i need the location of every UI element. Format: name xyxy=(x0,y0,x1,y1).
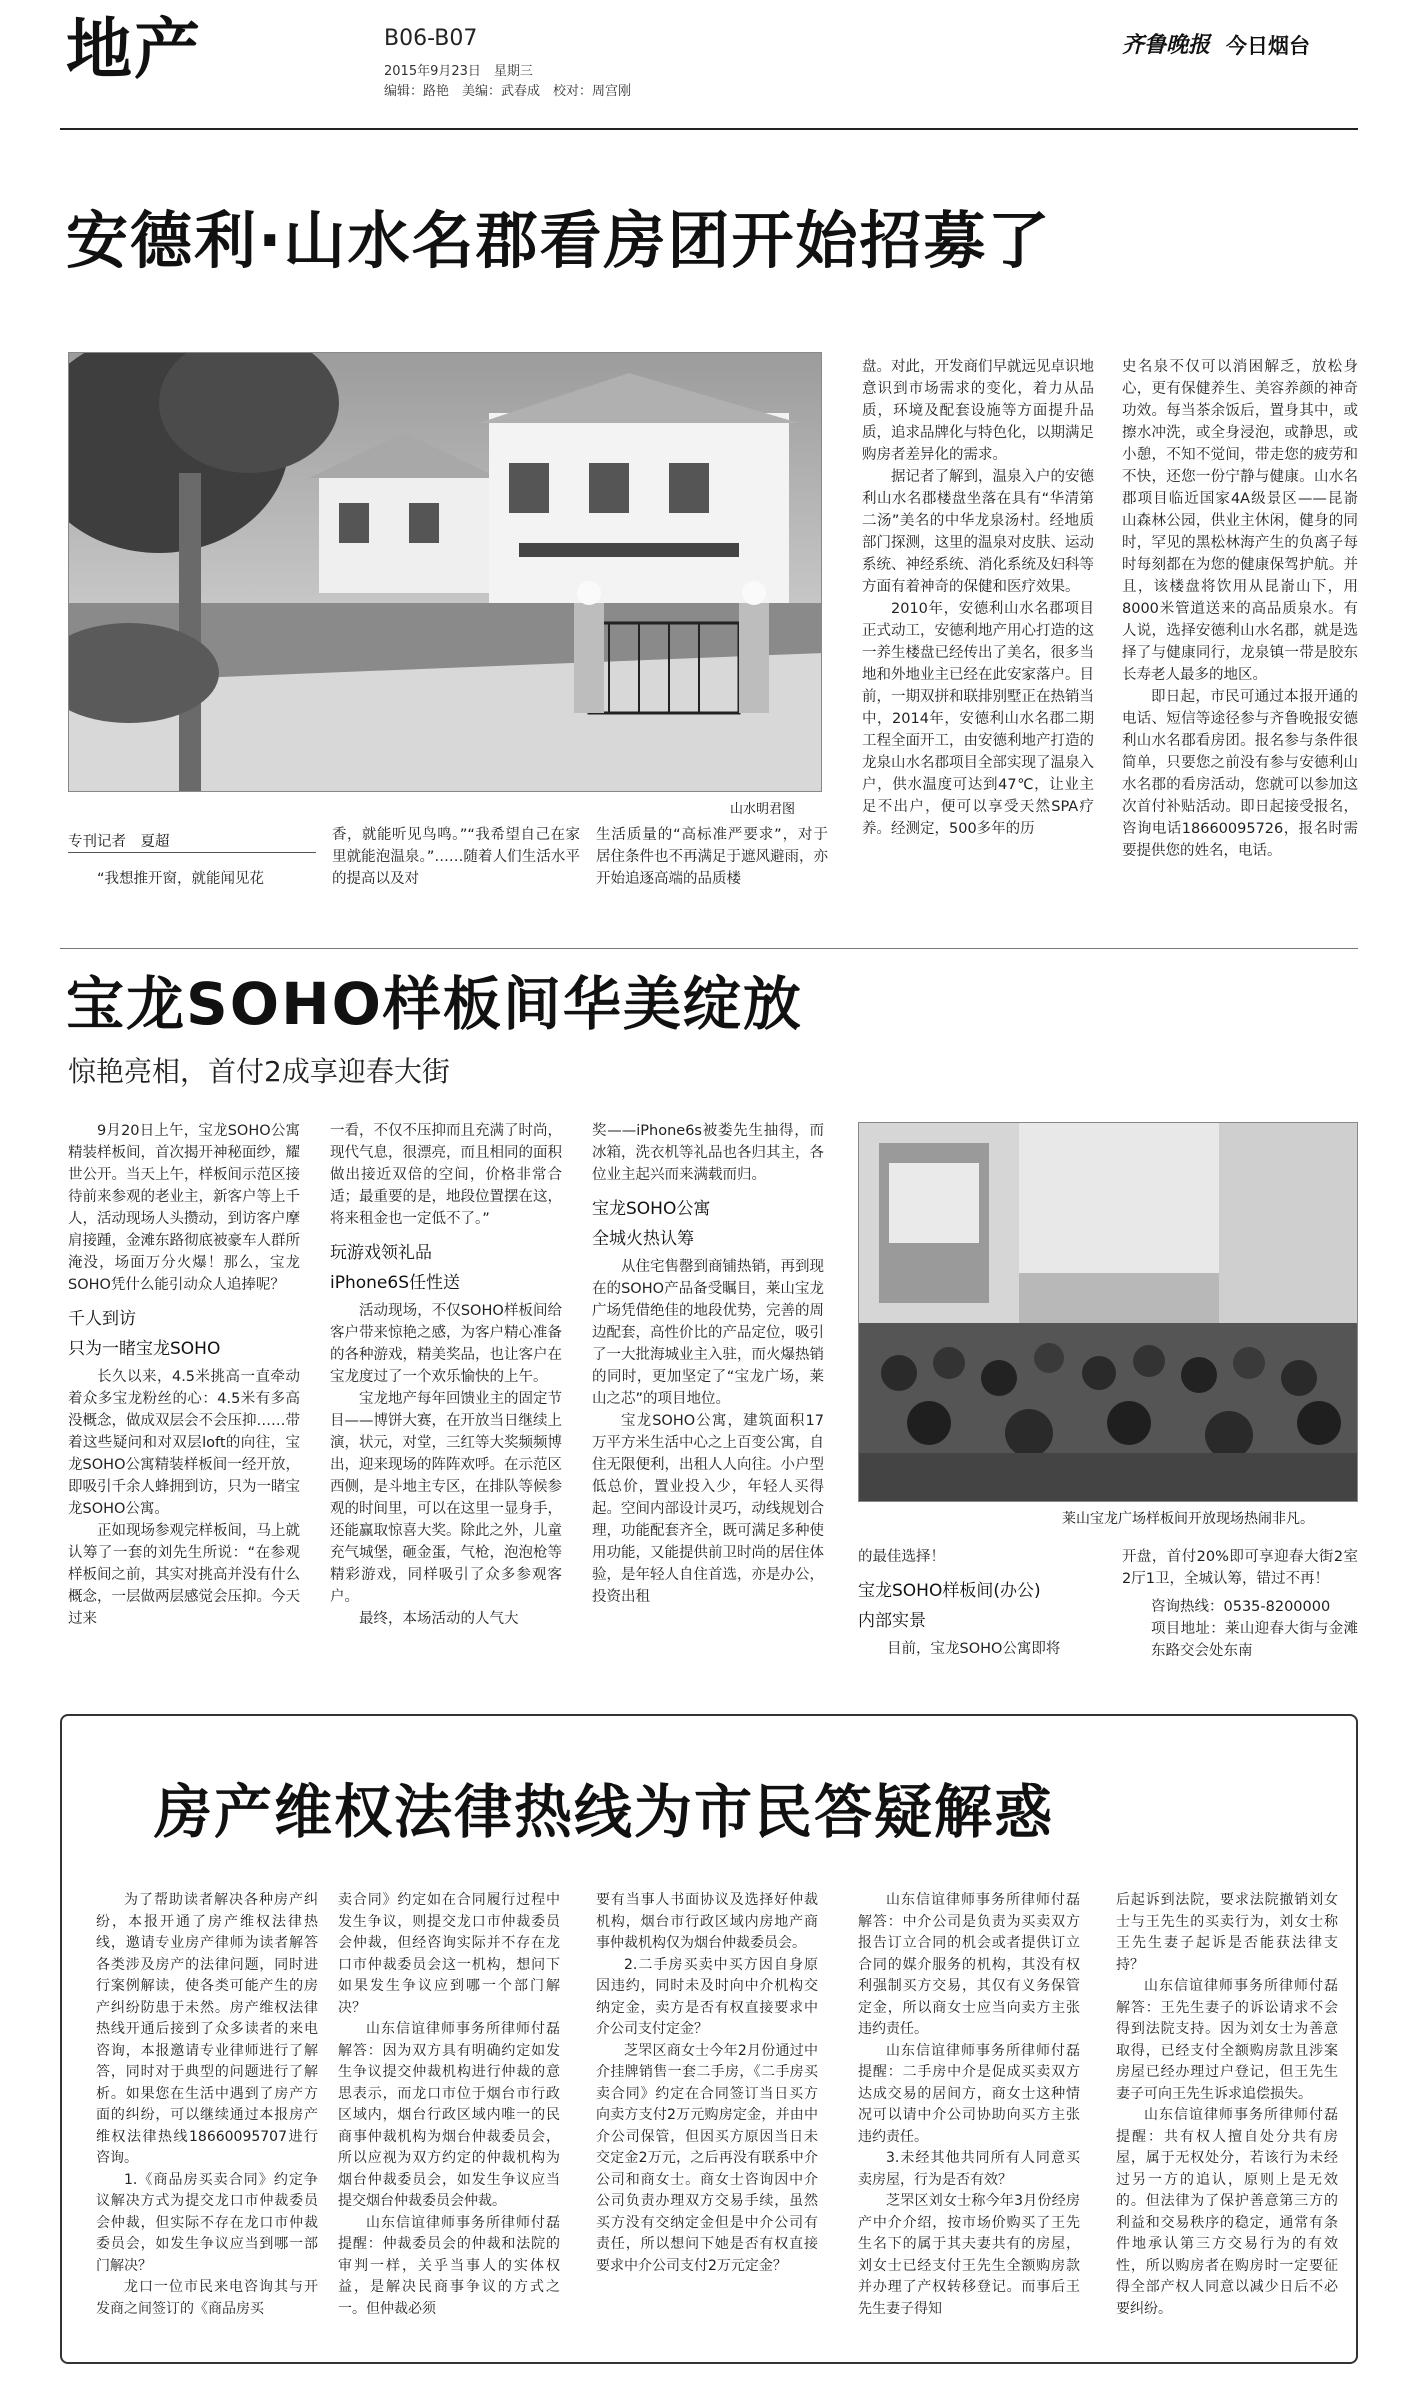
soho-hotline: 咨询热线：0535-8200000 xyxy=(1151,1599,1331,1615)
villa-photo-credit: 山水明君图 xyxy=(730,802,796,817)
article2-col2-h2: iPhone6S任性送 xyxy=(330,1273,460,1293)
article3-col2-p3: 山东信谊律师事务所律师付磊提醒：仲裁委员会的仲裁和法院的审判一样，关乎当事人的实体权益，是解决民商事争议的方式之一。但仲裁必须 xyxy=(338,2214,560,2317)
article3-col1-p2: 1.《商品房买卖合同》约定争议解决方式为提交龙口市仲裁委员会仲裁，但实际不存在龙口市仲裁委员会，如发生争议应当到哪一部门解决？ xyxy=(96,2171,318,2274)
article3-col1-p3: 龙口一位市民来电咨询其与开发商之间签订的《商品房买 xyxy=(96,2279,318,2317)
article3-col3-p1: 要有当事人书面协议及选择好仲裁机构，烟台市行政区域内房地产商事仲裁机构仅为烟台仲裁委员会。 xyxy=(596,1892,818,1951)
article2-col2-p3: 宝龙地产每年回馈业主的固定节目——博饼大赛，在开放当日继续上演，状元，对堂，三红等大奖频频博出，迎来现场的阵阵欢呼。在示范区西侧，是斗地主专区，在排队等候参观的时间里，可以在这里一显身手，还能赢取惊喜大奖。除此之外，儿童充气城堡，砸金蛋，气枪，泡泡枪等精彩游戏，同样吸引了众多参观客户。 xyxy=(330,1391,562,1605)
article1-col4-p3: 2010年，安德利山水名郡项目正式动工，安德利地产用心打造的这一养生楼盘已经传出了美名，很多当地和外地业主已经在此安家落户。目前，一期双拼和联排别墅正在热销当中，2014年，安德利山水名郡二期工程全面开工，由安德利地产打造的龙泉山水名郡项目全部实现了温泉入户，供水温度可达到47℃，让业主足不出户，便可以享受天然SPA疗养。经测定，500多年的历 xyxy=(862,601,1094,837)
section-title: 地产 xyxy=(66,11,202,88)
section-divider-1 xyxy=(60,948,1358,949)
publication-date: 2015年9月23日 星期三 xyxy=(384,64,533,79)
soho-event-photo xyxy=(858,1122,1358,1502)
article3-column-1 xyxy=(96,1890,318,2350)
article2-col4-p1: 的最佳选择！ xyxy=(858,1549,945,1565)
article3-column-3 xyxy=(596,1890,818,2350)
article3-column-5 xyxy=(1116,1890,1338,2350)
article1-column-1 xyxy=(68,868,316,938)
article2-col1-h1: 千人到访 xyxy=(68,1309,136,1329)
article2-col1-h2: 只为一睹宝龙SOHO xyxy=(68,1339,221,1359)
article3-col5-p3: 山东信谊律师事务所律师付磊提醒：共有权人擅自处分共有房屋，属于无权处分，若该行为未经过另一方的追认，原则上是无效的。但法律为了保护善意第三方的利益和交易秩序的稳定，通常有条件地承认第三方交易行为的有效性，所以购房者在购房时一定要征得全部产权人同意以减少日后不必要纠纷。 xyxy=(1116,2107,1338,2317)
article2-column-1 xyxy=(68,1120,300,1680)
article1-col4-p2: 据记者了解到，温泉入户的安德利山水名郡楼盘坐落在具有“华清第二汤”美名的中华龙泉汤村。经地质部门探测，这里的温泉对皮肤、运动系统、神经系统、消化系统及妇科等方面有着神奇的保健和医疗效果。 xyxy=(862,469,1094,595)
article2-col2-p2: 活动现场，不仅SOHO样板间给客户带来惊艳之感，为客户精心准备的各种游戏，精美奖品，也让客户在宝龙度过了一个欢乐愉快的上午。 xyxy=(330,1303,562,1385)
article2-column-4 xyxy=(858,1546,1090,1686)
byline-rule xyxy=(68,852,316,853)
article2-col1-p3: 正如现场参观完样板间，马上就认筹了一套的刘先生所说：“在参观样板间之前，其实对挑高并没有什么概念，一层做两层感觉会压抑。今天过来 xyxy=(68,1523,300,1627)
edition-name: 今日烟台 xyxy=(1226,34,1310,58)
article2-col3-h2: 全城火热认筹 xyxy=(592,1229,694,1249)
article3-col4-p2: 山东信谊律师事务所律师付磊提醒：二手房中介是促成买卖双方达成交易的居间方，商女士这种情况可以请中介公司协助向买方主张违约责任。 xyxy=(858,2042,1080,2145)
article2-column-3 xyxy=(592,1120,824,1680)
article2-col4-h2: 内部实景 xyxy=(858,1611,926,1631)
article2-col3-h1: 宝龙SOHO公寓 xyxy=(592,1199,711,1219)
article1-column-2 xyxy=(332,824,580,934)
article3-col3-p2: 2.二手房买卖中买方因自身原因违约，同时未及时向中介机构交纳定金，卖方是否有权直接要求中介公司支付定金？ xyxy=(596,1956,818,2037)
article1-col3-text: 生活质量的“高标准严要求”，对于居住条件也不再满足于遮风避雨，亦开始追逐高端的品质楼 xyxy=(596,827,828,887)
article2-col4-h1: 宝龙SOHO样板间(办公) xyxy=(858,1581,1041,1601)
article1-col1-text: “我想推开窗，就能闻见花 xyxy=(97,871,265,887)
article2-col2-p4: 最终，本场活动的人气大 xyxy=(359,1611,519,1627)
article2-col5-p1: 开盘，首付20%即可享迎春大街2室2厅1卫，全城认筹，错过不再！ xyxy=(1122,1549,1358,1587)
article1-column-3 xyxy=(596,824,828,934)
article2-headline: 宝龙SOHO样板间华美绽放 xyxy=(66,970,803,1038)
article3-col5-p2: 山东信谊律师事务所律师付磊解答：王先生妻子的诉讼请求不会得到法院支持。因为刘女士为善意取得，已经支付全额购房款且涉案房屋已经办理过户登记，但王先生妻子可向王先生诉求追偿损失。 xyxy=(1116,1978,1338,2102)
article2-column-5 xyxy=(1122,1546,1358,1686)
article2-subhead: 惊艳亮相，首付2成享迎春大街 xyxy=(68,1055,450,1088)
article2-col2-p1: 一看，不仅不压抑而且充满了时尚，现代气息，很漂亮，而且相同的面积做出接近双倍的空间，价格非常合适；最重要的是，地段位置摆在这，将来租金也一定低不了。” xyxy=(330,1123,562,1227)
masthead-rule xyxy=(60,128,1358,130)
article3-col2-p2: 山东信谊律师事务所律师付磊解答：因为双方具有明确约定如发生争议提交仲裁机构进行仲裁的意思表示，而龙口市位于烟台市行政区域内，烟台行政区域内唯一的民商事仲裁机构为烟台仲裁委员会，所以应视为双方约定的仲裁机构为烟台仲裁委员会，如发生争议应当提交烟台仲裁委员会仲裁。 xyxy=(338,2021,560,2209)
page-range: B06-B07 xyxy=(384,26,478,51)
article3-headline: 房产维权法律热线为市民答疑解惑 xyxy=(154,1778,1055,1846)
soho-photo-caption: 莱山宝龙广场样板间开放现场热闹非凡。 xyxy=(1062,1511,1314,1527)
article3-col4-p1: 山东信谊律师事务所律师付磊解答：中介公司是负责为买卖双方报告订立合同的机会或者提供订立合同的媒介服务的机构，其没有权利强制买方交易，其仅有义务保管定金，所以商女士应当向卖方主张违约责任。 xyxy=(858,1892,1080,2037)
article3-col4-p3: 3.未经其他共同所有人同意买卖房屋，行为是否有效？ xyxy=(858,2150,1080,2188)
article1-col5-p1: 史名泉不仅可以消困解乏，放松身心，更有保健养生、美容养颜的神奇功效。每当茶余饭后，置身其中，或擦水冲洗，或全身浸泡，或静思，或小憩，不知不觉间，带走您的疲劳和不快，还您一份宁静与健康。山水名郡项目临近国家4A级景区——昆嵛山森林公园，供业主休闲，健身的同时，罕见的黑松林海产生的负离子每时每刻都在为您的健康保驾护航。并且，该楼盘将饮用从昆嵛山下，用8000米管道送来的高品质泉水。有人说，选择安德利山水名郡，就是选择了与健康同行，龙泉镇一带是胶东长寿老人最多的地区。 xyxy=(1122,359,1358,683)
editor-credits: 编辑：路艳 美编：武春成 校对：周宫刚 xyxy=(384,84,632,99)
villa-photo xyxy=(68,352,822,792)
article2-col1-p2: 长久以来，4.5米挑高一直牵动着众多宝龙粉丝的心：4.5米有多高没概念，做成双层会不会压抑……带着这些疑问和对双层loft的向往，宝龙SOHO公寓精装样板间一经开放，即吸引千余人蜂拥到访，只为一睹宝龙SOHO公寓。 xyxy=(68,1369,300,1517)
article2-col1-p1: 9月20日上午，宝龙SOHO公寓精装样板间，首次揭开神秘面纱，耀世公开。当天上午，样板间示范区接待前来参观的老业主，新客户等上千人，活动现场人头攒动，到访客户摩肩接踵，金滩东路彻底被豪车人群所淹没，场面万分火爆！那么，宝龙SOHO凭什么能引动众人追捧呢？ xyxy=(68,1123,300,1293)
article1-byline: 专刊记者 夏超 xyxy=(68,834,170,850)
article1-col2-text: 香，就能听见鸟鸣。”“我希望自己在家里就能泡温泉。”……随着人们生活水平的提高以及对 xyxy=(332,827,580,887)
article2-col2-h1: 玩游戏领礼品 xyxy=(330,1243,432,1263)
article3-column-4 xyxy=(858,1890,1080,2350)
article2-col3-p1: 奖——iPhone6s被娄先生抽得，而冰箱，洗衣机等礼品也各归其主，各位业主起兴而来满载而归。 xyxy=(592,1123,824,1183)
article1-col4-p1: 盘。对此，开发商们早就远见卓识地意识到市场需求的变化，着力从品质，环境及配套设施等方面提升品质，追求品牌化与特色化，以期满足购房者差异化的需求。 xyxy=(862,359,1094,463)
soho-address: 项目地址：莱山迎春大街与金滩东路交会处东南 xyxy=(1151,1621,1358,1659)
article3-col5-p1: 后起诉到法院，要求法院撤销刘女士与王先生的买卖行为，刘女士称王先生妻子起诉是否能获法律支持？ xyxy=(1116,1892,1338,1973)
article3-col1-p1: 为了帮助读者解决各种房产纠纷，本报开通了房产维权法律热线，邀请专业房产律师为读者解答各类涉及房产的法律问题，同时进行案例解读，使各类可能产生的房产纠纷防患于未然。房产维权法律热线开通后接到了众多读者的来电咨询，本报邀请专业律师进行了解答，同时对于典型的问题进行了解析。如果您在生活中遇到了房产方面的纠纷，可以继续通过本报房产维权法律热线18660095707进行咨询。 xyxy=(96,1892,318,2166)
article2-col3-p2: 从住宅售罄到商铺热销，再到现在的SOHO产品备受瞩目，莱山宝龙广场凭借绝佳的地段优势，完善的周边配套，高性价比的产品定位，吸引了一大批海城业主入驻，而火爆热销的同时，更加坚定了“宝龙广场，莱山之芯”的项目地位。 xyxy=(592,1259,824,1407)
article1-column-4 xyxy=(862,356,1094,936)
article2-column-2 xyxy=(330,1120,562,1680)
article3-col3-p3: 芝罘区商女士今年2月份通过中介挂牌销售一套二手房，《二手房买卖合同》约定在合同签订当日买方向卖方支付2万元购房定金，并由中介公司保管，但因买方原因当日未交定金2万元，之后再没有联系中介公司和商女士。商女士咨询因中介公司负责办理双方交易手续，虽然买方没有交纳定金但是中介公司有责任，所以想问下她是否有权直接要求中介公司支付2万元定金？ xyxy=(596,2042,818,2274)
article1-headline: 安德利·山水名郡看房团开始招募了 xyxy=(66,204,1052,277)
article3-column-2 xyxy=(338,1890,560,2350)
article3-col4-p4: 芝罘区刘女士称今年3月份经房产中介介绍，按市场价购买了王先生名下的属于其夫妻共有的房屋，刘女士已经支付王先生全额购房款并办理了产权转移登记。而事后王先生妻子得知 xyxy=(858,2193,1080,2317)
article1-column-5 xyxy=(1122,356,1358,936)
article1-col5-p2: 即日起，市民可通过本报开通的电话、短信等途径参与齐鲁晚报安德利山水名郡看房团。报名参与条件很简单，只要您之前没有参与安德利山水名郡的看房活动，您就可以参加这次首付补贴活动。即日起接受报名，咨询电话18660095726，报名时需要提供您的姓名，电话。 xyxy=(1122,689,1358,859)
article3-col2-p1: 卖合同》约定如在合同履行过程中发生争议，则提交龙口市仲裁委员会仲裁，但经咨询实际并不存在龙口市仲裁委员会这一机构，想问下如果发生争议应到哪一个部门解决？ xyxy=(338,1892,560,2016)
article2-col4-p2: 目前，宝龙SOHO公寓即将 xyxy=(887,1641,1061,1657)
paper-name: 齐鲁晚报 xyxy=(1122,32,1211,58)
article2-col3-p3: 宝龙SOHO公寓，建筑面积17万平方米生活中心之上百变公寓，自住无限便利，出租人人向往。小户型低总价，置业投入少，年轻人买得起。空间内部设计灵巧，动线规划合理，功能配套齐全，既可满足多种使用功能，又能提供前卫时尚的居住体验，是年轻人自住首选，亦是办公，投资出租 xyxy=(592,1413,824,1605)
